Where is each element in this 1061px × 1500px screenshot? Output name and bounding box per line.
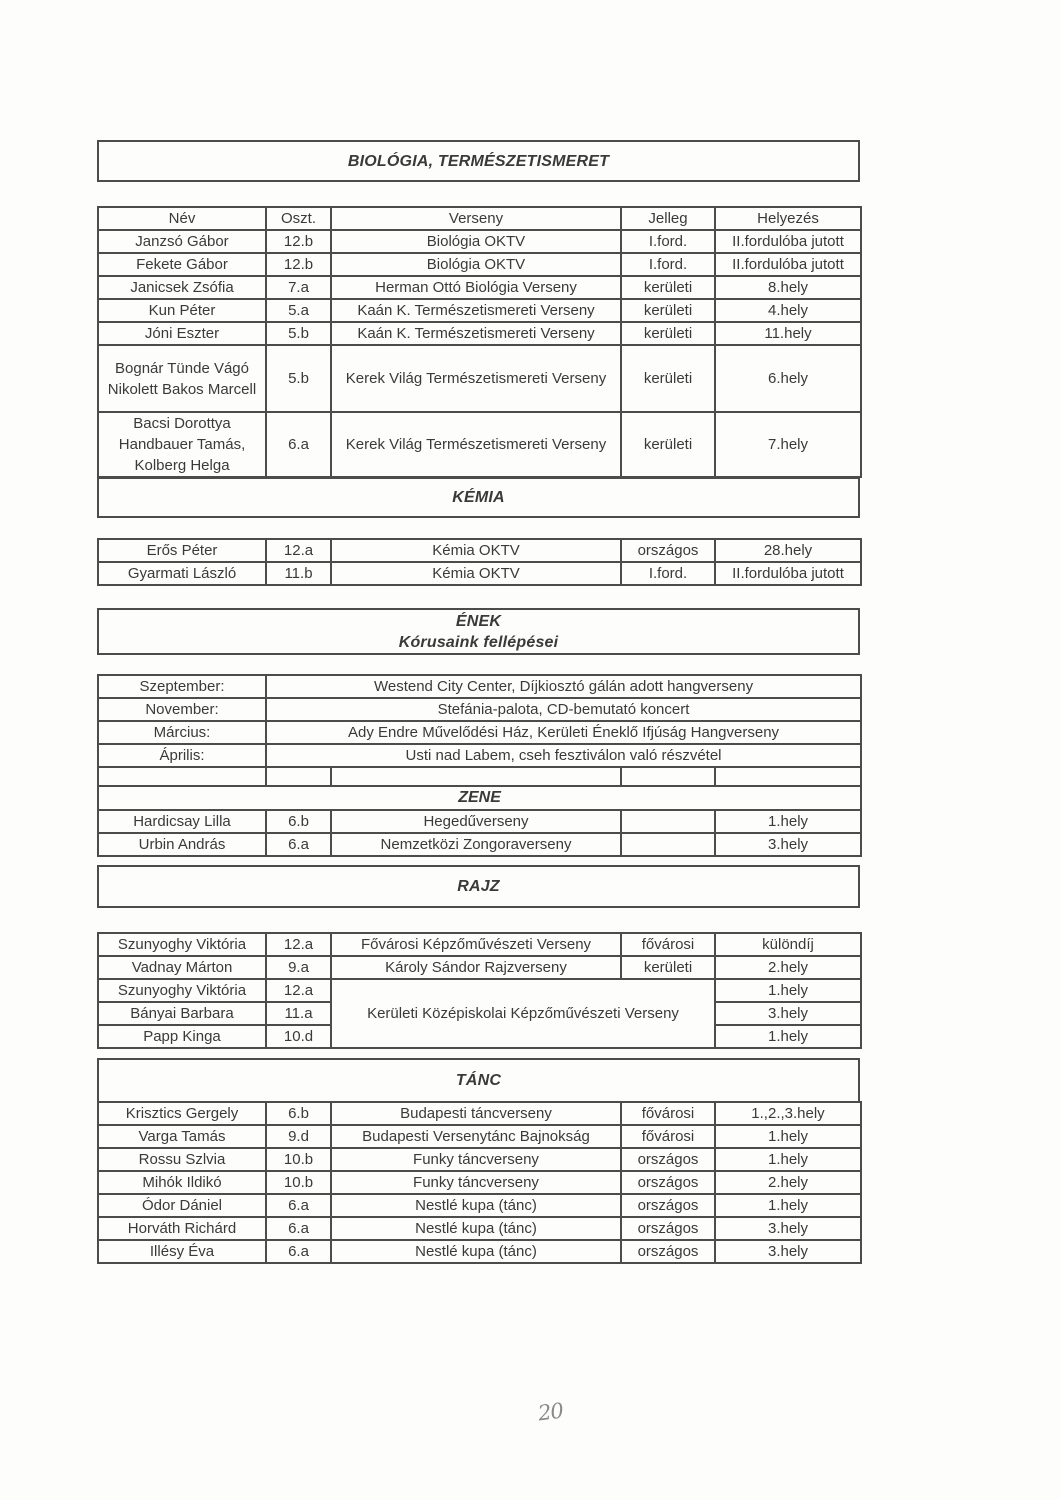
table-row [98,786,861,810]
competition-cell: Kerek Világ Természetismereti Verseny [331,345,621,412]
section-subtitle-enek: Kórusaink fellépései [398,633,559,651]
competition-cell: Kerületi Középiskolai Képzőművészeti Verseny [331,979,715,1048]
table-row [98,276,861,299]
name-cell: Jóni Eszter [98,322,266,345]
name-cell: Janicsek Zsófia [98,276,266,299]
competition-cell: Kerek Világ Természetismereti Verseny [331,412,621,477]
class-cell: 12.a [266,933,331,956]
class-cell: 5.b [266,345,331,412]
result-cell: 4.hely [715,299,861,322]
table-row [98,1194,861,1217]
month-cell: Április: [98,744,266,767]
empty-cell [715,767,861,786]
section-title-enek: ÉNEK [455,612,502,630]
result-cell: 1.hely [715,1194,861,1217]
results-table [97,674,862,857]
competition-cell: Kaán K. Természetismereti Verseny [331,299,621,322]
results-table [97,538,862,586]
level-cell: I.ford. [621,230,715,253]
section-title-kemia: KÉMIA [452,489,505,506]
name-cell: Urbin András [98,833,266,856]
name-cell: Hardicsay Lilla [98,810,266,833]
result-cell: 1.hely [715,810,861,833]
competition-cell: Kémia OKTV [331,539,621,562]
level-cell: országos [621,539,715,562]
name-cell: Kun Péter [98,299,266,322]
competition-cell: Funky táncverseny [331,1148,621,1171]
class-cell: 5.a [266,299,331,322]
month-cell: November: [98,698,266,721]
name-cell: Varga Tamás [98,1125,266,1148]
biologia-results-table [97,206,860,478]
tanc-results-table [97,1101,860,1264]
level-cell: kerületi [621,322,715,345]
table-row [98,1240,861,1263]
result-cell: 1.hely [715,1025,861,1048]
name-cell: Fekete Gábor [98,253,266,276]
name-cell: Janzsó Gábor [98,230,266,253]
result-cell: 8.hely [715,276,861,299]
result-cell: II.fordulóba jutott [715,253,861,276]
competition-cell: Hegedűverseny [331,810,621,833]
level-cell: országos [621,1194,715,1217]
section-title-box-enek [97,608,860,655]
level-cell: kerületi [621,276,715,299]
table-row [98,833,861,856]
competition-cell: Nemzetközi Zongoraverseny [331,833,621,856]
table-row [98,412,861,477]
zene-subsection-title: ZENE [98,786,861,810]
class-cell: 7.a [266,276,331,299]
result-cell: 3.hely [715,1002,861,1025]
table-row [98,1171,861,1194]
event-cell: Ady Endre Művelődési Ház, Kerületi Éneklő Ifjúság Hangverseny [266,721,861,744]
result-cell: 1.,2.,3.hely [715,1102,861,1125]
rajz-results-table [97,932,860,1049]
class-cell: 10.d [266,1025,331,1048]
table-row [98,810,861,833]
class-cell: 6.a [266,1194,331,1217]
class-cell: 10.b [266,1171,331,1194]
class-cell: 9.d [266,1125,331,1148]
event-cell: Stefánia-palota, CD-bemutató koncert [266,698,861,721]
competition-cell: Budapesti Versenytánc Bajnokság [331,1125,621,1148]
result-cell: 11.hely [715,322,861,345]
name-cell: Papp Kinga [98,1025,266,1048]
class-cell: 6.a [266,1217,331,1240]
col-header-helyezes: Helyezés [715,207,861,230]
competition-cell: Nestlé kupa (tánc) [331,1194,621,1217]
name-cell: Gyarmati László [98,562,266,585]
level-cell: kerületi [621,345,715,412]
empty-cell [98,767,266,786]
empty-cell [331,767,621,786]
class-cell: 5.b [266,322,331,345]
competition-cell: Biológia OKTV [331,253,621,276]
section-title-biologia: BIOLÓGIA, TERMÉSZETISMERET [347,152,610,170]
result-cell: 3.hely [715,833,861,856]
table-row [98,1125,861,1148]
level-cell: I.ford. [621,562,715,585]
table-row [98,744,861,767]
class-cell: 11.b [266,562,331,585]
col-header-jelleg: Jelleg [621,207,715,230]
class-cell: 6.a [266,833,331,856]
results-table [97,932,862,1049]
table-row [98,253,861,276]
section-title-rajz: RAJZ [457,878,500,895]
name-cell: Szunyoghy Viktória [98,933,266,956]
level-cell [621,833,715,856]
table-row [98,345,861,412]
result-cell: 3.hely [715,1240,861,1263]
class-cell: 12.a [266,979,331,1002]
class-cell: 6.b [266,1102,331,1125]
event-cell: Usti nad Labem, cseh fesztiválon való részvétel [266,744,861,767]
competition-cell: Nestlé kupa (tánc) [331,1217,621,1240]
class-cell: 6.a [266,1240,331,1263]
class-cell: 9.a [266,956,331,979]
level-cell: I.ford. [621,253,715,276]
name-cell: Bányai Barbara [98,1002,266,1025]
result-cell: 6.hely [715,345,861,412]
section-title-box-kemia [97,477,860,518]
competition-cell: Károly Sándor Rajzverseny [331,956,621,979]
name-cell: Ódor Dániel [98,1194,266,1217]
class-cell: 12.a [266,539,331,562]
section-title-box-biologia [97,140,860,182]
section-title-box-rajz [97,865,860,908]
result-cell: 1.hely [715,1148,861,1171]
table-row [98,675,861,698]
competition-cell: Herman Ottó Biológia Verseny [331,276,621,299]
name-cell: Bognár Tünde Vágó Nikolett Bakos Marcell [98,345,266,412]
month-cell: Március: [98,721,266,744]
table-row [98,207,861,230]
competition-cell: Fővárosi Képzőművészeti Verseny [331,933,621,956]
name-cell: Szunyoghy Viktória [98,979,266,1002]
result-cell: 2.hely [715,1171,861,1194]
col-header-oszt: Oszt. [266,207,331,230]
name-cell: Bacsi Dorottya Handbauer Tamás, Kolberg Helga [98,412,266,477]
event-cell: Westend City Center, Díjkiosztó gálán adott hangverseny [266,675,861,698]
level-cell: országos [621,1171,715,1194]
name-cell: Krisztics Gergely [98,1102,266,1125]
class-cell: 6.b [266,810,331,833]
level-cell [621,810,715,833]
result-cell: 1.hely [715,979,861,1002]
table-row [98,322,861,345]
table-row [98,1148,861,1171]
name-cell: Erős Péter [98,539,266,562]
table-row [98,299,861,322]
result-cell: különdíj [715,933,861,956]
col-header-nev: Név [98,207,266,230]
level-cell: fővárosi [621,1102,715,1125]
col-header-verseny: Verseny [331,207,621,230]
section-title-tanc: TÁNC [455,1072,502,1089]
kemia-results-table [97,538,860,586]
level-cell: fővárosi [621,933,715,956]
competition-cell: Nestlé kupa (tánc) [331,1240,621,1263]
result-cell: II.fordulóba jutott [715,230,861,253]
level-cell: fővárosi [621,1125,715,1148]
level-cell: országos [621,1217,715,1240]
enek-zene-table [97,674,860,857]
name-cell: Illésy Éva [98,1240,266,1263]
table-row [98,721,861,744]
level-cell: kerületi [621,412,715,477]
results-table [97,1101,862,1264]
name-cell: Horváth Richárd [98,1217,266,1240]
table-row [98,1217,861,1240]
name-cell: Mihók Ildikó [98,1171,266,1194]
table-row [98,979,861,1002]
empty-cell [266,767,331,786]
competition-cell: Kémia OKTV [331,562,621,585]
competition-cell: Funky táncverseny [331,1171,621,1194]
competition-cell: Kaán K. Természetismereti Verseny [331,322,621,345]
table-row [98,767,861,786]
table-row [98,1102,861,1125]
competition-cell: Budapesti táncverseny [331,1102,621,1125]
page-number-handwritten: 20 [536,1398,565,1426]
result-cell: 1.hely [715,1125,861,1148]
class-cell: 12.b [266,253,331,276]
class-cell: 6.a [266,412,331,477]
class-cell: 10.b [266,1148,331,1171]
level-cell: országos [621,1148,715,1171]
competition-cell: Biológia OKTV [331,230,621,253]
level-cell: kerületi [621,956,715,979]
table-row [98,562,861,585]
result-cell: 28.hely [715,539,861,562]
level-cell: kerületi [621,299,715,322]
class-cell: 11.a [266,1002,331,1025]
month-cell: Szeptember: [98,675,266,698]
table-row [98,933,861,956]
result-cell: 2.hely [715,956,861,979]
table-row [98,539,861,562]
result-cell: 7.hely [715,412,861,477]
section-title-box-tanc [97,1058,860,1103]
table-row [98,698,861,721]
name-cell: Vadnay Márton [98,956,266,979]
result-cell: 3.hely [715,1217,861,1240]
level-cell: országos [621,1240,715,1263]
class-cell: 12.b [266,230,331,253]
name-cell: Rossu Szlvia [98,1148,266,1171]
results-table [97,206,862,478]
result-cell: II.fordulóba jutott [715,562,861,585]
table-row [98,230,861,253]
table-row [98,956,861,979]
empty-cell [621,767,715,786]
